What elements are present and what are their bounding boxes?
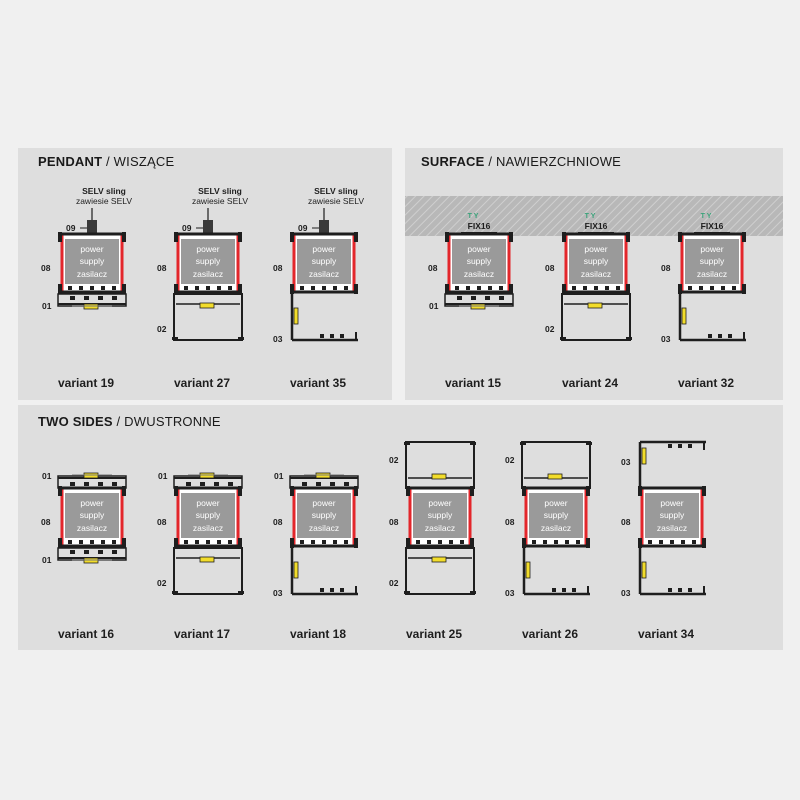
profile-clip (311, 286, 315, 290)
power-supply-text: power (584, 244, 608, 254)
cover-01-clip (84, 550, 89, 554)
cover-01-clip (214, 482, 219, 486)
power-supply-text: zasilacz (192, 523, 224, 533)
profile-clip (68, 286, 72, 290)
profile-clip (112, 286, 116, 290)
profile-clip (466, 286, 470, 290)
profile-clip (90, 286, 94, 290)
cover-01-clip (186, 482, 191, 486)
profile-clip (416, 540, 420, 544)
extension-02-frame (174, 294, 242, 340)
cover-01-clip (84, 482, 89, 486)
profile-clip (438, 540, 442, 544)
extension-02-cap-right (238, 337, 244, 340)
code-03: 03 (621, 457, 631, 467)
code-02: 02 (545, 324, 555, 334)
profile-corner (354, 486, 358, 496)
variant-variant-25 (389, 442, 476, 641)
profile-clip (572, 286, 576, 290)
profile-corner (174, 486, 178, 496)
profile-corner (586, 486, 590, 496)
code-03: 03 (621, 588, 631, 598)
profile-clip (344, 286, 348, 290)
profile-clip (554, 540, 558, 544)
code-08: 08 (428, 263, 438, 273)
side-03-clip (678, 588, 682, 592)
yellow-insert-vertical (682, 308, 686, 324)
sling-label: zawiesie SELV (191, 196, 249, 206)
profile-clip (455, 286, 459, 290)
code-08: 08 (41, 517, 51, 527)
profile-corner (122, 486, 126, 496)
profile-clip (217, 540, 221, 544)
profile-corner (290, 538, 294, 548)
code-03: 03 (273, 588, 283, 598)
side-03-clip (678, 444, 682, 448)
cover-01-clip (112, 482, 117, 486)
profile-clip (488, 286, 492, 290)
power-supply-text: supply (583, 256, 609, 266)
profile-corner (122, 538, 126, 548)
code-08: 08 (157, 263, 167, 273)
profile-clip (322, 540, 326, 544)
power-supply-text: power (467, 244, 491, 254)
yellow-insert (588, 303, 602, 308)
profile-corner (174, 538, 178, 548)
power-supply-text: zasilacz (424, 523, 456, 533)
code-08: 08 (621, 517, 631, 527)
power-supply-text: power (196, 498, 220, 508)
profile-corner (638, 538, 642, 548)
profile-corner (58, 486, 62, 496)
power-supply-text: zasilacz (308, 269, 340, 279)
profile-clip (583, 286, 587, 290)
variant-variant-27 (157, 186, 248, 390)
code-01: 01 (42, 555, 52, 565)
variant-variant-17 (157, 471, 244, 641)
profile-corner (122, 284, 126, 294)
profile-clip (300, 540, 304, 544)
profile-clip (68, 540, 72, 544)
profile-clip (670, 540, 674, 544)
power-supply-text: supply (311, 510, 337, 520)
profile-corner (238, 538, 242, 548)
profile-clip (710, 286, 714, 290)
sling-label: SELV sling (198, 186, 242, 196)
profile-corner (354, 232, 358, 242)
pendant-title-bold: PENDANT (38, 154, 103, 169)
power-supply-text: power (660, 498, 684, 508)
cover-01-clip (70, 482, 75, 486)
extension-02-frame (174, 548, 242, 594)
variant-variant-19 (41, 186, 132, 390)
yellow-insert (432, 557, 446, 562)
profile-corner (702, 486, 706, 496)
profile-clip (311, 540, 315, 544)
profile-clip (228, 540, 232, 544)
profile-clip (659, 540, 663, 544)
variant-variant-15 (428, 213, 513, 390)
profile-clip (79, 540, 83, 544)
extension-02-cap-left (172, 591, 178, 594)
profile-corner (470, 538, 474, 548)
power-supply-text: power (312, 498, 336, 508)
code-03: 03 (273, 334, 283, 344)
profile-clip (195, 540, 199, 544)
yellow-insert-vertical (526, 562, 530, 578)
side-03-clip (330, 334, 334, 338)
extension-02-cap-right (470, 442, 476, 445)
yellow-insert (200, 557, 214, 562)
variant-label: variant 24 (561, 376, 619, 390)
profile-corner (742, 232, 746, 242)
code-09: 09 (66, 223, 76, 233)
power-supply-text: power (196, 244, 220, 254)
side-03-clip (330, 588, 334, 592)
variant-variant-24 (545, 213, 632, 390)
profile-corner (626, 232, 630, 242)
variant-variant-34 (621, 442, 706, 641)
cover-01-clip (457, 296, 462, 300)
code-02: 02 (389, 455, 399, 465)
yellow-insert-vertical (642, 448, 646, 464)
sling-label: zawiesie SELV (307, 196, 365, 206)
two-sides-title-rest: / DWUSTRONNE (112, 414, 221, 429)
profile-corner (522, 486, 526, 496)
profile-clip (333, 540, 337, 544)
profile-corner (509, 284, 513, 294)
code-03: 03 (661, 334, 671, 344)
sling-connector (203, 220, 213, 234)
power-supply-text: supply (311, 256, 337, 266)
side-03-clip (688, 444, 692, 448)
variant-label: variant 26 (521, 627, 579, 641)
profile-clip (112, 540, 116, 544)
power-supply-text: power (80, 498, 104, 508)
profile-clip (648, 540, 652, 544)
power-supply-text: zasilacz (463, 269, 495, 279)
profile-corner (354, 284, 358, 294)
side-03-clip (668, 588, 672, 592)
cover-01-clip (228, 482, 233, 486)
profile-clip (594, 286, 598, 290)
code-08: 08 (545, 263, 555, 273)
profile-clip (427, 540, 431, 544)
profile-corner (58, 284, 62, 294)
profile-clip (449, 540, 453, 544)
variant-label: variant 35 (289, 376, 347, 390)
profile-corner (445, 284, 449, 294)
side-03-clip (688, 588, 692, 592)
code-08: 08 (505, 517, 515, 527)
extension-02-cap-left (404, 442, 410, 445)
profile-corner (174, 284, 178, 294)
extension-02-frame (406, 442, 474, 488)
power-supply-text: supply (466, 256, 492, 266)
extension-02-cap-right (626, 337, 632, 340)
profile-clip (79, 286, 83, 290)
profile-clip (688, 286, 692, 290)
extension-02-cap-right (586, 442, 592, 445)
extension-02-frame (562, 294, 630, 340)
cover-01-clip (330, 482, 335, 486)
cover-01-clip (98, 296, 103, 300)
yellow-insert (200, 303, 214, 308)
two-sides-title-bold: TWO SIDES (38, 414, 113, 429)
profile-clip (101, 286, 105, 290)
profile-clip (605, 286, 609, 290)
profile-corner (238, 486, 242, 496)
code-01: 01 (429, 301, 439, 311)
profile-clip (195, 286, 199, 290)
cover-01-clip (70, 296, 75, 300)
power-supply-text: zasilacz (696, 269, 728, 279)
variant-label: variant 27 (173, 376, 231, 390)
extension-02-frame (406, 548, 474, 594)
side-03-clip (562, 588, 566, 592)
code-01: 01 (42, 301, 52, 311)
sling-label: SELV sling (314, 186, 358, 196)
profile-clip (699, 286, 703, 290)
variant-label: variant 16 (57, 627, 115, 641)
code-01: 01 (42, 471, 52, 481)
fix16-label: FIX16 (584, 221, 608, 231)
extension-02-cap-left (560, 337, 566, 340)
profile-clip (576, 540, 580, 544)
code-02: 02 (157, 324, 167, 334)
code-08: 08 (273, 263, 283, 273)
profile-clip (206, 286, 210, 290)
power-supply-text: zasilacz (192, 269, 224, 279)
fix-green-arrows: T Y (467, 213, 479, 220)
profile-corner (586, 538, 590, 548)
power-supply-text: zasilacz (308, 523, 340, 533)
extension-02-cap-right (238, 591, 244, 594)
power-supply-text: supply (659, 510, 685, 520)
cover-01-clip (302, 482, 307, 486)
profile-clip (90, 540, 94, 544)
fix16-label: FIX16 (467, 221, 491, 231)
power-supply-text: supply (543, 510, 569, 520)
power-supply-text: power (544, 498, 568, 508)
cover-01-clip (344, 482, 349, 486)
profile-clip (721, 286, 725, 290)
code-09: 09 (182, 223, 192, 233)
side-03-clip (718, 334, 722, 338)
power-supply-text: zasilacz (540, 523, 572, 533)
cover-01-clip (70, 550, 75, 554)
profile-corner (445, 232, 449, 242)
cover-01-clip (98, 482, 103, 486)
profile-clip (101, 540, 105, 544)
profile-corner (470, 486, 474, 496)
profile-corner (702, 538, 706, 548)
yellow-insert-vertical (294, 562, 298, 578)
profile-corner (562, 232, 566, 242)
yellow-insert (548, 474, 562, 479)
power-supply-text: power (312, 244, 336, 254)
variant-variant-18 (273, 471, 358, 641)
profile-clip (184, 286, 188, 290)
profile-corner (742, 284, 746, 294)
profile-clip (344, 540, 348, 544)
profile-clip (732, 286, 736, 290)
profile-corner (290, 284, 294, 294)
extension-02-cap-right (470, 591, 476, 594)
surface-title-rest: / NAWIERZCHNIOWE (484, 154, 622, 169)
cover-01-clip (499, 296, 504, 300)
side-03-clip (572, 588, 576, 592)
profile-corner (638, 486, 642, 496)
power-supply-text: power (428, 498, 452, 508)
code-02: 02 (389, 578, 399, 588)
side-03-clip (340, 588, 344, 592)
side-03-clip (552, 588, 556, 592)
profile-clip (460, 540, 464, 544)
profile-clip (532, 540, 536, 544)
power-supply-text: supply (195, 256, 221, 266)
cover-01-clip (471, 296, 476, 300)
side-03-clip (340, 334, 344, 338)
cover-01-clip (98, 550, 103, 554)
variant-label: variant 17 (173, 627, 231, 641)
profile-clip (184, 540, 188, 544)
profile-clip (616, 286, 620, 290)
profile-corner (238, 232, 242, 242)
profile-corner (406, 538, 410, 548)
power-supply-text: power (80, 244, 104, 254)
variant-label: variant 32 (677, 376, 735, 390)
profile-clip (565, 540, 569, 544)
fix-green-arrows: T Y (584, 213, 596, 220)
pendant-title-rest: / WISZĄCE (102, 154, 175, 169)
power-supply-text: zasilacz (76, 523, 108, 533)
power-supply-text: zasilacz (656, 523, 688, 533)
code-01: 01 (274, 471, 284, 481)
profile-corner (174, 232, 178, 242)
variant-label: variant 25 (405, 627, 463, 641)
power-supply-text: supply (699, 256, 725, 266)
cover-01-clip (112, 296, 117, 300)
variant-label: variant 18 (289, 627, 347, 641)
profile-corner (678, 284, 682, 294)
cover-01-clip (84, 296, 89, 300)
sling-connector (87, 220, 97, 234)
profile-clip (206, 540, 210, 544)
power-supply-text: supply (79, 256, 105, 266)
profile-corner (290, 486, 294, 496)
code-08: 08 (157, 517, 167, 527)
profile-corner (406, 486, 410, 496)
fix16-label: FIX16 (700, 221, 724, 231)
code-08: 08 (389, 517, 399, 527)
yellow-insert (432, 474, 446, 479)
profile-corner (562, 284, 566, 294)
yellow-insert-vertical (294, 308, 298, 324)
fix-green-arrows: T Y (700, 213, 712, 220)
profile-corner (522, 538, 526, 548)
profile-clip (499, 286, 503, 290)
profile-corner (626, 284, 630, 294)
power-supply-text: zasilacz (580, 269, 612, 279)
extension-02-cap-left (172, 337, 178, 340)
profile-clip (300, 286, 304, 290)
cover-01-clip (200, 482, 205, 486)
code-08: 08 (41, 263, 51, 273)
code-08: 08 (273, 517, 283, 527)
side-03-clip (728, 334, 732, 338)
code-09: 09 (298, 223, 308, 233)
power-supply-text: supply (427, 510, 453, 520)
profile-corner (290, 232, 294, 242)
profile-corner (509, 232, 513, 242)
variant-variant-35 (273, 186, 364, 390)
sling-connector (319, 220, 329, 234)
power-supply-text: supply (79, 510, 105, 520)
profile-corner (58, 232, 62, 242)
variant-label: variant 34 (637, 627, 695, 641)
profile-clip (477, 286, 481, 290)
profile-clip (543, 540, 547, 544)
variant-variant-16 (41, 471, 126, 641)
power-supply-text: supply (195, 510, 221, 520)
surface-title-bold: SURFACE (421, 154, 485, 169)
variant-label: variant 15 (444, 376, 502, 390)
sling-label: zawiesie SELV (75, 196, 133, 206)
code-02: 02 (157, 578, 167, 588)
power-supply-text: zasilacz (76, 269, 108, 279)
code-01: 01 (158, 471, 168, 481)
power-supply-text: power (700, 244, 724, 254)
extension-02-cap-left (520, 442, 526, 445)
side-03-clip (668, 444, 672, 448)
profile-corner (122, 232, 126, 242)
side-03-clip (708, 334, 712, 338)
profile-corner (58, 538, 62, 548)
cover-01-clip (485, 296, 490, 300)
profile-corner (238, 284, 242, 294)
side-03-clip (320, 334, 324, 338)
variant-label: variant 19 (57, 376, 115, 390)
code-08: 08 (661, 263, 671, 273)
extension-02-cap-left (404, 591, 410, 594)
profile-clip (322, 286, 326, 290)
yellow-insert-vertical (642, 562, 646, 578)
profile-clip (681, 540, 685, 544)
profile-corner (678, 232, 682, 242)
side-03-clip (320, 588, 324, 592)
profile-clip (333, 286, 337, 290)
profile-corner (354, 538, 358, 548)
extension-02-frame (522, 442, 590, 488)
profile-clip (228, 286, 232, 290)
variant-variant-26 (505, 442, 592, 641)
cover-01-clip (112, 550, 117, 554)
variant-variant-32 (661, 213, 746, 390)
code-02: 02 (505, 455, 515, 465)
cover-01-clip (316, 482, 321, 486)
sling-label: SELV sling (82, 186, 126, 196)
profile-clip (217, 286, 221, 290)
code-03: 03 (505, 588, 515, 598)
profile-clip (692, 540, 696, 544)
